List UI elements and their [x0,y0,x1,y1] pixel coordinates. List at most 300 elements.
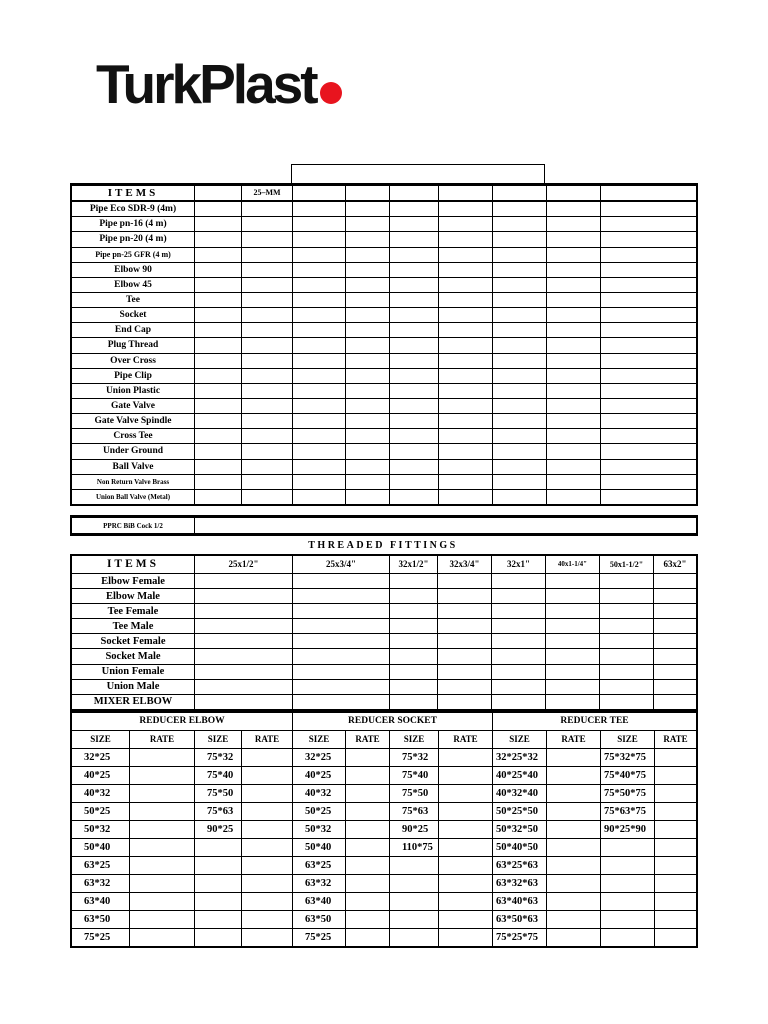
price-cell[interactable] [546,694,600,709]
rate-cell[interactable] [547,749,601,767]
price-cell[interactable] [346,262,390,277]
price-cell[interactable] [492,619,546,634]
price-cell[interactable] [600,574,654,589]
price-cell[interactable] [547,368,601,383]
price-cell[interactable] [242,474,293,489]
price-cell[interactable] [493,201,547,217]
price-cell[interactable] [293,353,346,368]
rate-cell[interactable] [242,929,293,947]
rate-cell[interactable] [655,911,697,929]
rate-cell[interactable] [242,875,293,893]
price-cell[interactable] [547,201,601,217]
price-cell[interactable] [601,277,697,292]
price-cell[interactable] [439,414,493,429]
price-cell[interactable] [195,383,242,398]
price-cell[interactable] [547,247,601,262]
rate-cell[interactable] [346,911,390,929]
price-cell[interactable] [346,308,390,323]
price-cell[interactable] [601,262,697,277]
rate-cell[interactable] [655,785,697,803]
rate-cell[interactable] [655,857,697,875]
price-cell[interactable] [293,589,390,604]
price-cell[interactable] [601,368,697,383]
price-cell[interactable] [493,414,547,429]
price-cell[interactable] [293,574,390,589]
price-cell[interactable] [293,414,346,429]
rate-cell[interactable] [655,929,697,947]
price-cell[interactable] [546,649,600,664]
price-cell[interactable] [493,217,547,232]
price-cell[interactable] [293,247,346,262]
price-cell[interactable] [439,429,493,444]
price-cell[interactable] [195,649,293,664]
price-cell[interactable] [546,679,600,694]
rate-cell[interactable] [439,767,493,785]
price-cell[interactable] [493,383,547,398]
price-cell[interactable] [547,444,601,459]
price-cell[interactable] [346,292,390,307]
price-cell[interactable] [439,292,493,307]
rate-cell[interactable] [346,839,390,857]
price-cell[interactable] [242,292,293,307]
price-cell[interactable] [600,664,654,679]
price-cell[interactable] [654,574,697,589]
price-cell[interactable] [547,353,601,368]
price-cell[interactable] [242,323,293,338]
price-cell[interactable] [601,201,697,217]
price-cell[interactable] [654,694,697,709]
price-cell[interactable] [390,664,438,679]
price-cell[interactable] [346,368,390,383]
price-cell[interactable] [195,574,293,589]
price-cell[interactable] [654,649,697,664]
price-cell[interactable] [346,201,390,217]
price-cell[interactable] [195,338,242,353]
price-cell[interactable] [547,414,601,429]
price-cell[interactable] [492,589,546,604]
price-cell[interactable] [195,619,293,634]
rate-cell[interactable] [547,785,601,803]
price-cell[interactable] [492,694,546,709]
price-cell[interactable] [346,323,390,338]
price-cell[interactable] [601,217,697,232]
price-cell[interactable] [293,619,390,634]
price-cell[interactable] [293,474,346,489]
price-cell[interactable] [439,338,493,353]
price-cell[interactable] [390,308,439,323]
price-cell[interactable] [600,619,654,634]
price-cell[interactable] [195,429,242,444]
rate-cell[interactable] [439,893,493,911]
price-cell[interactable] [390,634,438,649]
price-cell[interactable] [390,262,439,277]
price-cell[interactable] [438,694,492,709]
price-cell[interactable] [547,383,601,398]
rate-cell[interactable] [655,875,697,893]
price-cell[interactable] [390,474,439,489]
price-cell[interactable] [293,277,346,292]
price-cell[interactable] [654,589,697,604]
rate-cell[interactable] [130,893,195,911]
rate-cell[interactable] [242,767,293,785]
price-cell[interactable] [293,679,390,694]
rate-cell[interactable] [346,803,390,821]
price-cell[interactable] [242,232,293,247]
price-cell[interactable] [493,247,547,262]
price-cell[interactable] [600,649,654,664]
price-cell[interactable] [390,414,439,429]
price-cell[interactable] [390,679,438,694]
price-cell[interactable] [439,459,493,474]
rate-cell[interactable] [130,821,195,839]
rate-cell[interactable] [439,803,493,821]
price-cell[interactable] [493,368,547,383]
price-cell[interactable] [195,459,242,474]
price-cell[interactable] [600,589,654,604]
price-cell[interactable] [195,604,293,619]
price-cell[interactable] [242,414,293,429]
price-cell[interactable] [293,338,346,353]
price-cell[interactable] [346,429,390,444]
price-cell[interactable] [390,368,439,383]
rate-cell[interactable] [130,911,195,929]
price-cell[interactable] [195,679,293,694]
price-cell[interactable] [242,262,293,277]
rate-cell[interactable] [130,803,195,821]
price-cell[interactable] [195,247,242,262]
rate-cell[interactable] [130,929,195,947]
price-cell[interactable] [346,353,390,368]
price-cell[interactable] [346,414,390,429]
price-cell[interactable] [293,398,346,413]
price-cell[interactable] [293,232,346,247]
price-cell[interactable] [293,383,346,398]
price-cell[interactable] [195,664,293,679]
price-cell[interactable] [390,604,438,619]
price-cell[interactable] [546,664,600,679]
price-cell[interactable] [390,459,439,474]
price-cell[interactable] [390,444,439,459]
price-cell[interactable] [439,201,493,217]
price-cell[interactable] [654,679,697,694]
price-cell[interactable] [493,262,547,277]
rate-cell[interactable] [346,929,390,947]
price-cell[interactable] [195,323,242,338]
price-cell[interactable] [493,489,547,504]
price-cell[interactable] [293,262,346,277]
price-cell[interactable] [493,474,547,489]
price-cell[interactable] [195,368,242,383]
price-cell[interactable] [390,201,439,217]
rate-cell[interactable] [547,893,601,911]
price-cell[interactable] [600,634,654,649]
price-cell[interactable] [293,308,346,323]
price-cell[interactable] [492,679,546,694]
price-cell[interactable] [493,323,547,338]
price-cell[interactable] [547,323,601,338]
price-cell[interactable] [439,262,493,277]
price-cell[interactable] [438,589,492,604]
price-cell[interactable] [438,574,492,589]
price-cell[interactable] [293,201,346,217]
price-cell[interactable] [439,489,493,504]
price-cell[interactable] [546,619,600,634]
price-cell[interactable] [242,247,293,262]
price-cell[interactable] [242,398,293,413]
price-cell[interactable] [195,217,242,232]
price-cell[interactable] [492,604,546,619]
price-cell[interactable] [195,414,242,429]
price-cell[interactable] [293,429,346,444]
price-cell[interactable] [293,664,390,679]
price-cell[interactable] [493,398,547,413]
rate-cell[interactable] [242,803,293,821]
rate-cell[interactable] [346,893,390,911]
price-cell[interactable] [547,262,601,277]
price-cell[interactable] [547,398,601,413]
rate-cell[interactable] [439,929,493,947]
price-cell[interactable] [654,634,697,649]
price-cell[interactable] [438,634,492,649]
price-cell[interactable] [390,694,438,709]
price-cell[interactable] [493,353,547,368]
rate-cell[interactable] [547,803,601,821]
rate-cell[interactable] [547,875,601,893]
price-cell[interactable] [547,474,601,489]
rate-cell[interactable] [547,929,601,947]
price-cell[interactable] [493,308,547,323]
price-cell[interactable] [242,368,293,383]
price-cell[interactable] [493,232,547,247]
price-cell[interactable] [293,323,346,338]
price-cell[interactable] [439,383,493,398]
price-cell[interactable] [346,247,390,262]
price-cell[interactable] [492,664,546,679]
price-cell[interactable] [600,694,654,709]
price-cell[interactable] [390,323,439,338]
price-cell[interactable] [601,232,697,247]
rate-cell[interactable] [547,839,601,857]
rate-cell[interactable] [130,785,195,803]
price-cell[interactable] [654,619,697,634]
rate-cell[interactable] [346,785,390,803]
rate-cell[interactable] [655,767,697,785]
price-cell[interactable] [293,649,390,664]
price-cell[interactable] [438,679,492,694]
price-cell[interactable] [346,444,390,459]
price-cell[interactable] [438,664,492,679]
rate-cell[interactable] [130,767,195,785]
rate-cell[interactable] [346,857,390,875]
rate-cell[interactable] [655,749,697,767]
price-cell[interactable] [346,232,390,247]
rate-cell[interactable] [242,911,293,929]
price-cell[interactable] [390,574,438,589]
price-cell[interactable] [390,489,439,504]
price-cell[interactable] [493,277,547,292]
price-cell[interactable] [195,444,242,459]
rate-cell[interactable] [439,911,493,929]
price-cell[interactable] [390,429,439,444]
price-cell[interactable] [390,589,438,604]
price-cell[interactable] [242,308,293,323]
price-cell[interactable] [492,634,546,649]
price-cell[interactable] [546,604,600,619]
price-cell[interactable] [601,247,697,262]
rate-cell[interactable] [130,839,195,857]
price-cell[interactable] [195,634,293,649]
price-cell[interactable] [601,459,697,474]
price-cell[interactable] [346,398,390,413]
rate-cell[interactable] [439,785,493,803]
price-cell[interactable] [601,414,697,429]
price-cell[interactable] [346,338,390,353]
price-cell[interactable] [195,589,293,604]
rate-cell[interactable] [439,839,493,857]
price-cell[interactable] [493,459,547,474]
price-cell[interactable] [439,277,493,292]
price-cell[interactable] [390,338,439,353]
rate-cell[interactable] [547,767,601,785]
price-cell[interactable] [242,429,293,444]
price-cell[interactable] [390,277,439,292]
price-cell[interactable] [293,634,390,649]
rate-cell[interactable] [242,749,293,767]
price-cell[interactable] [601,308,697,323]
price-cell[interactable] [439,353,493,368]
price-cell[interactable] [242,217,293,232]
price-cell[interactable] [654,604,697,619]
price-cell[interactable] [439,308,493,323]
price-cell[interactable] [438,604,492,619]
rate-cell[interactable] [242,893,293,911]
price-cell[interactable] [439,368,493,383]
rate-cell[interactable] [130,749,195,767]
price-cell[interactable] [439,232,493,247]
price-cell[interactable] [195,232,242,247]
price-cell[interactable] [439,444,493,459]
price-cell[interactable] [601,338,697,353]
price-cell[interactable] [195,201,242,217]
rate-cell[interactable] [655,803,697,821]
price-cell[interactable] [390,619,438,634]
price-cell[interactable] [390,383,439,398]
price-cell[interactable] [195,353,242,368]
rate-cell[interactable] [547,821,601,839]
price-cell[interactable] [547,232,601,247]
rate-cell[interactable] [242,857,293,875]
price-cell[interactable] [601,474,697,489]
price-cell[interactable] [293,604,390,619]
price-cell[interactable] [390,292,439,307]
price-cell[interactable] [242,444,293,459]
price-cell[interactable] [438,619,492,634]
rate-cell[interactable] [346,821,390,839]
price-cell[interactable] [439,323,493,338]
price-cell[interactable] [390,398,439,413]
price-cell[interactable] [390,649,438,664]
rate-cell[interactable] [655,893,697,911]
price-cell[interactable] [601,353,697,368]
price-cell[interactable] [600,679,654,694]
rate-cell[interactable] [547,857,601,875]
price-cell[interactable] [547,459,601,474]
price-cell[interactable] [195,694,293,709]
price-cell[interactable] [438,649,492,664]
rate-cell[interactable] [242,785,293,803]
rate-cell[interactable] [655,821,697,839]
rate-cell[interactable] [547,911,601,929]
price-cell[interactable] [601,383,697,398]
price-cell[interactable] [390,232,439,247]
rate-cell[interactable] [346,749,390,767]
price-cell[interactable] [600,604,654,619]
price-cell[interactable] [493,338,547,353]
price-cell[interactable] [195,474,242,489]
rate-cell[interactable] [242,839,293,857]
price-cell[interactable] [242,459,293,474]
price-cell[interactable] [547,277,601,292]
price-cell[interactable] [293,292,346,307]
price-cell[interactable] [195,292,242,307]
price-cell[interactable] [293,444,346,459]
price-cell[interactable] [293,368,346,383]
price-cell[interactable] [546,634,600,649]
price-cell[interactable] [242,338,293,353]
price-cell[interactable] [492,649,546,664]
price-cell[interactable] [547,429,601,444]
price-cell[interactable] [242,383,293,398]
price-cell[interactable] [493,444,547,459]
price-cell[interactable] [293,694,390,709]
rate-cell[interactable] [439,821,493,839]
price-cell[interactable] [492,574,546,589]
rate-cell[interactable] [242,821,293,839]
rate-cell[interactable] [130,857,195,875]
price-cell[interactable] [242,353,293,368]
price-cell[interactable] [439,474,493,489]
price-cell[interactable] [195,308,242,323]
bib-cock-value[interactable] [195,517,697,534]
price-cell[interactable] [346,217,390,232]
price-cell[interactable] [601,489,697,504]
price-cell[interactable] [195,277,242,292]
price-cell[interactable] [195,262,242,277]
rate-cell[interactable] [130,875,195,893]
price-cell[interactable] [546,574,600,589]
price-cell[interactable] [547,489,601,504]
price-cell[interactable] [546,589,600,604]
price-cell[interactable] [346,277,390,292]
rate-cell[interactable] [439,857,493,875]
price-cell[interactable] [242,201,293,217]
price-cell[interactable] [346,474,390,489]
price-cell[interactable] [242,277,293,292]
price-cell[interactable] [493,292,547,307]
price-cell[interactable] [439,247,493,262]
price-cell[interactable] [601,323,697,338]
price-cell[interactable] [601,444,697,459]
price-cell[interactable] [242,489,293,504]
price-cell[interactable] [390,247,439,262]
price-cell[interactable] [439,217,493,232]
price-cell[interactable] [293,217,346,232]
rate-cell[interactable] [346,767,390,785]
price-cell[interactable] [195,398,242,413]
price-cell[interactable] [547,217,601,232]
price-cell[interactable] [346,383,390,398]
price-cell[interactable] [390,353,439,368]
